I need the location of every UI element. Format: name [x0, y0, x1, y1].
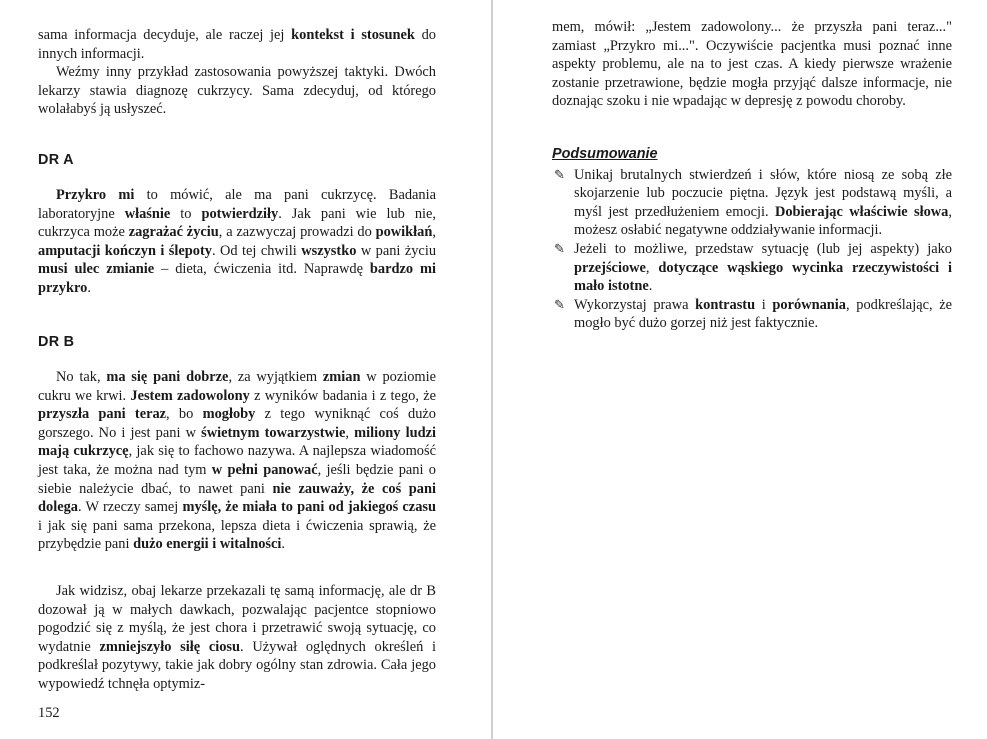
text-run: i	[755, 296, 773, 313]
text-run: , za wyjątkiem	[228, 369, 323, 385]
text-run: z tego wyniknąć coś dużo gorszego. No i jest pani w	[38, 406, 436, 441]
emphasized-text: Jestem zadowolony	[130, 387, 250, 404]
text-run: . Używał oględnych określeń i podkreślał pozytywy, takie jak dobry ogólny stan zdrowia. Cała jego wypowiedź tchnęła optymiz-	[38, 638, 436, 692]
emphasized-text: wszystko	[301, 242, 357, 259]
heading-dr-b: DR B	[38, 334, 75, 350]
emphasized-text: dotyczące wąskiego wycinka rzeczywistości i mało istotne	[574, 259, 952, 295]
emphasized-text: Przykro mi	[56, 187, 135, 203]
text-run: .	[281, 536, 286, 553]
emphasized-text: porównania	[772, 296, 846, 313]
emphasized-text: zagrażać życiu	[128, 224, 219, 241]
intro-paragraph	[38, 26, 436, 63]
dr-b-paragraph	[38, 368, 436, 554]
text-run: Wykorzystaj prawa	[574, 296, 696, 313]
text-run: , jak się to fachowo nazywa. A najlepsza wiadomość jest taka, że można nad tym	[38, 443, 436, 478]
intro-emphasis: kontekst i stosunek	[291, 27, 415, 43]
summary-section	[552, 145, 952, 333]
text-run: , a zazwyczaj prowadzi do	[218, 224, 376, 241]
text-run: , możesz osłabić negatywne oddziaływanie informacji.	[574, 203, 952, 239]
pencil-icon: ✎	[554, 296, 565, 312]
text-run: . W rzeczy samej	[77, 499, 183, 516]
text-run: i jak się pani sama przekona, lepsza dieta i ćwiczenia sprawią, że przybędzie pani	[38, 517, 436, 553]
text-run: . Jak pani wie lub nie, cukrzyca może	[38, 205, 436, 241]
intro-text-part: sama informacja decyduje, ale raczej jej	[38, 27, 292, 43]
example-paragraph: Weźmy inny przykład zastosowania powyższej taktyki. Dwóch lekarzy stawia diagnozę cukrzycy. Sama zdecyduj, od którego wolałabyś ją usłyszeć.	[38, 64, 436, 118]
emphasized-text: mogłoby	[202, 406, 256, 423]
emphasized-text: miliony ludzi mają cukrzycę	[38, 424, 436, 460]
emphasized-text: Dobierając właściwie słowa	[774, 203, 949, 220]
pencil-icon: ✎	[554, 166, 565, 182]
emphasized-text: przejściowe	[574, 259, 646, 276]
emphasized-text: kontrastu	[695, 296, 756, 313]
emphasized-text: w pełni panować	[211, 461, 318, 478]
emphasized-text: powikłań	[375, 224, 433, 241]
text-run: z wyników badania i z tego, że	[249, 387, 436, 404]
dr-b-text	[38, 368, 436, 554]
text-run: . Od tej chwili	[211, 242, 302, 259]
emphasized-text: potwierdziły	[201, 205, 279, 222]
text-run: .	[648, 278, 653, 295]
text-run: – dieta, ćwiczenia itd. Naprawdę	[154, 261, 370, 278]
summary-item	[552, 296, 952, 333]
emphasized-text: myślę, że miała to pani od jakiegoś czasu	[182, 499, 436, 516]
text-run: , podkreślając, że mogło być dużo gorzej niż jest faktycznie.	[574, 296, 952, 332]
text-run: to mówić, ale ma pani cukrzycę. Badania laboratoryjne	[38, 187, 436, 222]
text-run: ,	[645, 259, 659, 276]
continuation-text: mem, mówił: „Jestem zadowolony... że przyszła pani teraz..." zamiast „Przykro mi...". Oczywiście pacjentka musi poznać inne aspekty problemu, ale na to jest czas. A kiedy pierwsze wrażenie zostanie przetrawione, będzie mogła przyjąć dalsze informacje, nie doznając szoku i nie wpadając w depresję z powodu choroby.	[552, 19, 952, 110]
emphasized-text: amputacji kończyn i ślepoty	[38, 242, 212, 259]
conclusion-text	[38, 582, 436, 694]
conclusion-paragraph	[38, 582, 436, 694]
text-run: to	[170, 205, 202, 222]
text-run: , bo	[166, 406, 203, 423]
emphasized-text: zmniejszyło siłę ciosu	[99, 638, 241, 655]
text-run: Unikaj brutalnych stwierdzeń i słów, które niosą ze sobą złe skojarzenie lub poczucie piętna. Język jest podstawą myśli, a myśl jest przedłużeniem emocji.	[574, 166, 952, 220]
dr-a-paragraph	[38, 186, 436, 298]
summary-item	[552, 166, 952, 240]
text-run: No tak,	[56, 369, 107, 385]
text-run: , jeśli będzie pani o siebie należycie dbać, to nawet pani	[38, 461, 437, 497]
summary-item-text	[574, 297, 952, 332]
summary-heading: Podsumowanie	[552, 146, 658, 162]
text-run: w poziomie cukru we krwi.	[38, 369, 436, 404]
left-page	[0, 0, 493, 739]
text-run: ,	[345, 424, 355, 441]
emphasized-text: świetnym towarzystwie	[201, 424, 346, 441]
emphasized-text: musi ulec zmianie	[38, 261, 155, 278]
emphasized-text: zmian	[322, 369, 361, 385]
right-page	[494, 0, 987, 739]
emphasized-text: dużo energii i witalności	[133, 536, 282, 553]
emphasized-text: właśnie	[124, 205, 171, 222]
summary-item-text	[574, 167, 952, 239]
intro-text-part: do innych informacji.	[38, 27, 436, 62]
emphasized-text: bardzo mi przykro	[38, 261, 436, 296]
page-number: 152	[38, 705, 60, 721]
emphasized-text: nie zauważy, że coś pani dolega	[38, 480, 436, 516]
dr-a-text	[38, 186, 436, 298]
emphasized-text: ma się pani dobrze	[106, 369, 229, 385]
intro-text	[38, 26, 436, 119]
text-run: Jak widzisz, obaj lekarze przekazali tę samą informację, ale dr B dozował ją w małych dawkach, pozwalając pacjentce stopniowo pogodzić się z myślą, że jest chora i przetrawić swoją sytuację, co wydatnie	[38, 583, 436, 655]
emphasized-text: przyszła pani teraz	[38, 406, 167, 423]
text-run: Jeżeli to możliwe, przedstaw sytuację (lub jej aspekty) jako	[574, 240, 952, 257]
summary-item	[552, 240, 952, 296]
pencil-icon: ✎	[554, 240, 565, 256]
text-run: w pani życiu	[356, 242, 437, 259]
heading-dr-a: DR A	[38, 152, 74, 168]
summary-item-text	[574, 241, 952, 294]
page-gutter	[491, 0, 493, 739]
text-run: ,	[432, 224, 436, 241]
text-run: .	[87, 279, 91, 296]
summary-list	[552, 166, 952, 333]
continuation-paragraph	[552, 18, 952, 111]
